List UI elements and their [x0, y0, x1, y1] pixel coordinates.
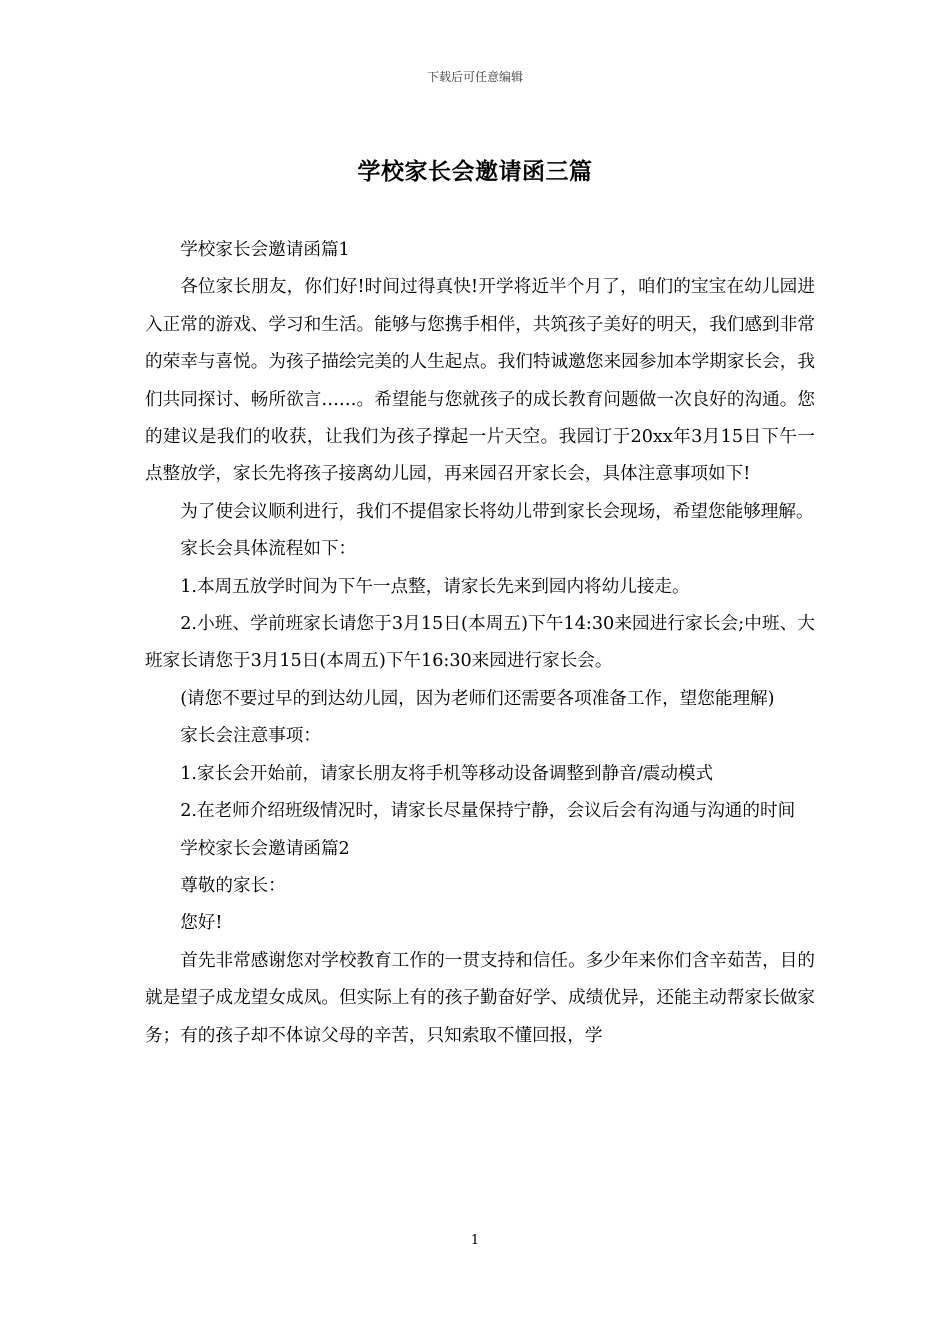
list-item: 2.小班、学前班家长请您于3月15日(本周五)下午14:30来园进行家长会;中班、大班家长请您于3月15日(本周五)下午16:30来园进行家长会。	[145, 614, 815, 672]
list-item: 1.家长会开始前，请家长朋友将手机等移动设备调整到静音/震动模式	[180, 763, 714, 784]
document-title: 学校家长会邀请函三篇	[357, 158, 593, 185]
list-item: 2.在老师介绍班级情况时，请家长尽量保持宁静，会议后会有沟通与沟通的时间	[180, 801, 796, 822]
section-heading-2: 学校家长会邀请函篇2	[180, 838, 350, 859]
section-heading-1: 学校家长会邀请函篇1	[180, 240, 350, 260]
paragraph: 为了使会议顺利进行，我们不提倡家长将幼儿带到家长会现场，希望您能够理解。	[180, 501, 814, 522]
salutation: 尊敬的家长：	[180, 875, 286, 896]
page-number: 1	[470, 1233, 480, 1248]
paragraph: 首先非常感谢您对学校教育工作的一贯支持和信任。多少年来你们含辛茹苦，目的就是望子成龙望女成凤。但实际上有的孩子勤奋好学、成绩优异，还能主动帮家长做家务；有的孩子却不体谅父母的辛苦，只知索取不懂回报，学	[145, 950, 815, 1046]
paragraph: 各位家长朋友，你们好!时间过得真快!开学将近半个月了，咱们的宝宝在幼儿园进入正常的游戏、学习和生活。能够与您携手相伴，共筑孩子美好的明天，我们感到非常的荣幸与喜悦。为孩子描绘完美的人生起点。我们特诚邀您来园参加本学期家长会，我们共同探讨、畅所欲言……。希望能与您就孩子的成长教育问题做一次良好的沟通。您的建议是我们的收获，让我们为孩子撑起一片天空。我园订于20xx年3月15日下午一点整放学，家长先将孩子接离幼儿园，再来园召开家长会，具体注意事项如下!	[145, 277, 815, 485]
page-header: 下载后可任意编辑	[426, 70, 523, 84]
greeting: 您好!	[180, 913, 223, 934]
paragraph: 家长会具体流程如下：	[180, 539, 357, 560]
document-body	[145, 232, 815, 1055]
list-item: 1.本周五放学时间为下午一点整，请家长先来到园内将幼儿接走。	[180, 576, 690, 597]
paragraph: 家长会注意事项：	[180, 726, 321, 747]
paragraph: (请您不要过早的到达幼儿园，因为老师们还需要各项准备工作，望您能理解)	[180, 688, 775, 709]
